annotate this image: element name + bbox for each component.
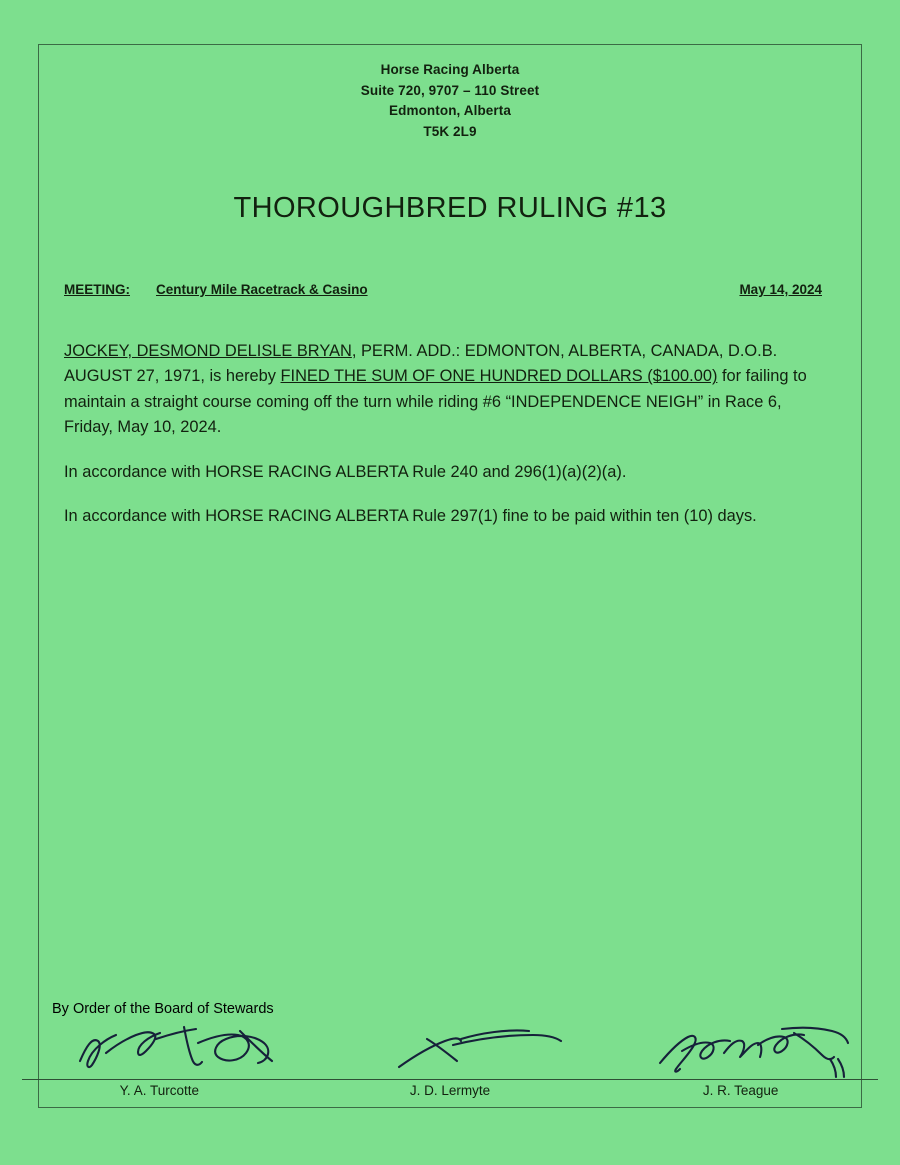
document-content bbox=[38, 44, 862, 1108]
ruling-tail: for failing to maintain a straight course coming off the turn while riding #6 “INDEPENDENCE NEIGH” in Race 6, Friday, May 10, 2024. bbox=[64, 367, 807, 437]
meeting-label: MEETING: bbox=[64, 282, 130, 298]
letterhead-line-3: Edmonton, Alberta bbox=[389, 103, 511, 119]
page-title: THOROUGHBRED RULING #13 bbox=[233, 192, 667, 225]
rule-reference-paragraph: In accordance with HORSE RACING ALBERTA Rule 240 and 296(1)(a)(2)(a). bbox=[64, 462, 627, 481]
ruling-fine-amount: FINED THE SUM OF ONE HUNDRED DOLLARS ($100.00) bbox=[280, 367, 718, 386]
order-note: By Order of the Board of Stewards bbox=[52, 1001, 274, 1017]
signature-mark-teague bbox=[654, 1017, 854, 1081]
signature-area bbox=[14, 1017, 886, 1127]
meeting-venue: Century Mile Racetrack & Casino bbox=[156, 282, 368, 298]
meeting-date: May 14, 2024 bbox=[739, 282, 822, 298]
letterhead-line-1: Horse Racing Alberta bbox=[380, 62, 520, 77]
signature-mark-lermyte bbox=[389, 1017, 579, 1081]
body-text bbox=[52, 339, 848, 530]
ruling-paragraph bbox=[64, 339, 826, 441]
ruling-subject: JOCKEY, DESMOND DELISLE BRYAN bbox=[64, 342, 352, 361]
signature-name-3: J. R. Teague bbox=[702, 1083, 779, 1098]
letterhead bbox=[52, 60, 848, 142]
ruling-middle: , PERM. ADD.: EDMONTON, ALBERTA, CANADA, D.O.B. AUGUST 27, 1971, is hereby bbox=[64, 342, 778, 386]
signature-mark-turcotte bbox=[72, 1017, 312, 1081]
payment-terms-paragraph: In accordance with HORSE RACING ALBERTA Rule 297(1) fine to be paid within ten (10) days. bbox=[64, 507, 757, 526]
meeting-row bbox=[52, 282, 848, 297]
signature-rule bbox=[22, 1079, 878, 1080]
signature-name-2: J. D. Lermyte bbox=[409, 1083, 491, 1098]
signature-names bbox=[14, 1083, 886, 1098]
signature-name-1: Y. A. Turcotte bbox=[119, 1083, 199, 1098]
letterhead-line-4: T5K 2L9 bbox=[423, 123, 477, 139]
letterhead-line-2: Suite 720, 9707 – 110 Street bbox=[360, 82, 540, 98]
